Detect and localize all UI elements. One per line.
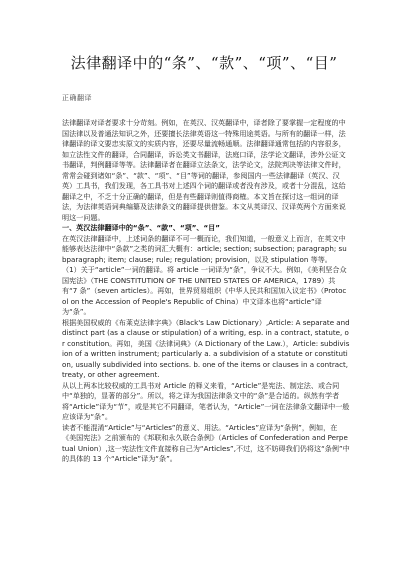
paragraph: 读者不能混淆“Article”与“Articles”的意义、用法。“Articles”应译为“条例”，例如，在《美国宪法》之前颁布的《邦联和永久联合条例》（Articles of Confederation and Perpetual Union）,这一宪法性文件直接称自己为“Articles”,不过，这不妨碍我们仍将这“条例”中的具体的 13 个“Article”译为“条”。 xyxy=(62,422,350,463)
paragraph: 在英汉法律翻译中，上述词条的翻译不可一概而论，我们知道，一般意义上而言，在英文中能够表达法律中“条款”之类的词汇大概有：article; section; subsection; paragraph; subparagraph; item; clause; rule; regulation; provision，以及 stipulation 等等。 xyxy=(62,233,347,264)
paragraph-intro: 法律翻译对译者要求十分苛刻。例如，在英汉、汉英翻译中，译者除了要掌握一定程度的中国法律以及普通法知识之外，还要擅长法律英语这一特殊用途英语。与所有的翻译一样，法律翻译的译文要忠实原文的实质内容，还要尽量流畅通顺。法律翻译通常包括的内容很多，如立法性文件的翻译，合同翻译，诉讼类文书翻译，法庭口译，法学论文翻译，涉外公证文书翻译，判例翻译等等。法律翻译者在翻译立法条文，法学论文，法院判决等法律文件时，常常会碰到诸如“条”、“款”、“项”、“目”等词的翻译，参阅国内一些法律翻译（英汉、汉英）工具书，我们发现，各工具书对上述四个词的翻译或者没有涉及，或者十分混乱，这给翻译之中，不乏十分正确的翻译，但是有些翻译则值得商榷。本文旨在探讨这一组词的译法，为法律英语词典编纂及法律条文的翻译提供借鉴。本文从英译汉、汉译英两个方面来说明这一问题。 xyxy=(62,118,346,222)
paragraph: （1）关于“article”一词的翻译。将 article 一词译为“条”，争议不大。例如，《美利坚合众国宪法》（THE CONSTITUTION OF THE UNITED STATES OF AMERICA，1789）共有“7 条”（seven articles）。再如，世界贸易组织《中华人民共和国加入议定书》（Protocol on the Accession of People's Republic of China）中文译本也将“article”译为“条”。 xyxy=(62,265,347,316)
document-body xyxy=(62,118,350,465)
source-tag: 正确翻译 xyxy=(62,94,92,102)
section-heading: 一、英汉法律翻译中的“条”、“款”、“项”、“目” xyxy=(62,223,220,232)
paragraph: 根据美国权威的《布莱克法律字典》（Black's Law Dictionary）,Article: A separate and distinct part (as a clause or stipulation) of a writing, esp. in a contract, statute, or constitution。再如，美国《法律词典》（A Dictionary of the Law.），Article: subdivision of a written instrument; particularly a. a subdivision of a statute or constitution, usually subdivided into sections. b. one of the items or clauses in a contract, treaty, or other agreement. xyxy=(62,317,350,379)
paragraph: 从以上两本比较权威的工具书对 Article 的释义来看，“Article”是宪法、制定法、或合同中“单独的，显著的部分”。所以，将之译为我国法律条文中的“条”是合适的。纵然有学者将“Article”译为“节”，或是其它不同翻译，笔者认为，“Article”一词在法律条文翻译中一般应该译为“条”。 xyxy=(62,380,350,421)
page-title: 法律翻译中的“条”、“款”、“项”、“目” xyxy=(70,54,338,72)
